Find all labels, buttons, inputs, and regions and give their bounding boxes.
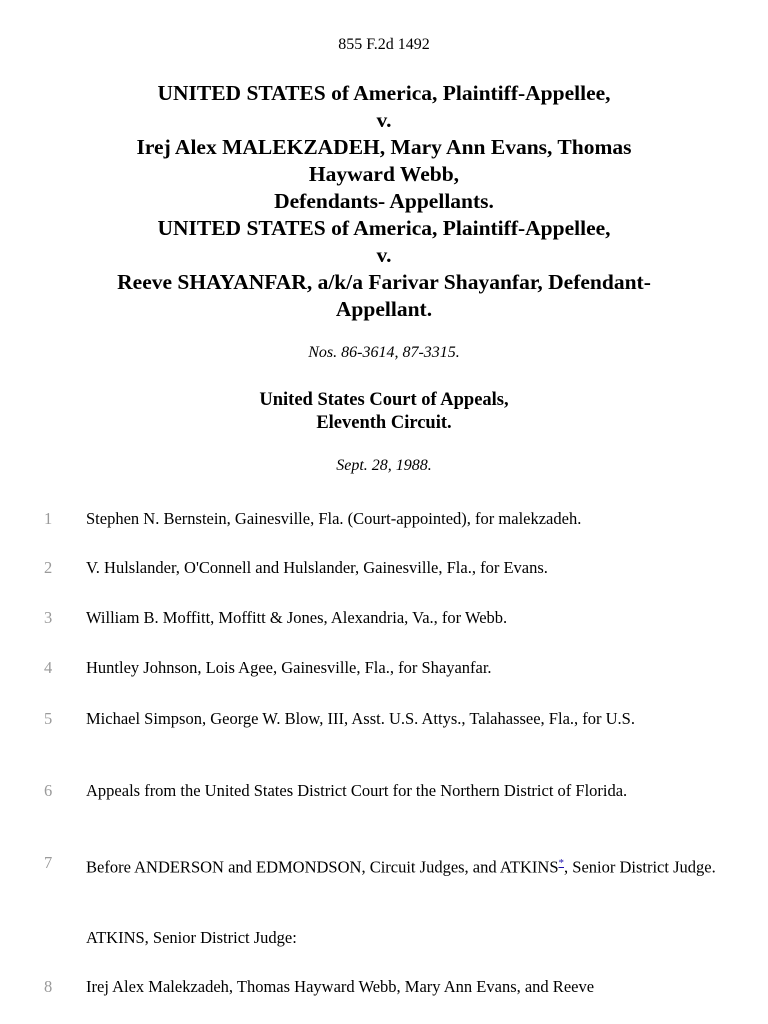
caption-line: Appellant. bbox=[335, 297, 433, 321]
paragraph-text: Huntley Johnson, Lois Agee, Gainesville, Fla., for Shayanfar. bbox=[86, 658, 492, 677]
paragraph bbox=[0, 976, 768, 1024]
paragraph-number: 2 bbox=[44, 558, 53, 577]
paragraph-text: Appeals from the United States District Court for the Northern District of Florida. bbox=[86, 781, 628, 800]
paragraph-number: 7 bbox=[44, 853, 53, 872]
paragraph-text: William B. Moffitt, Moffitt & Jones, Alexandria, Va., for Webb. bbox=[86, 608, 508, 627]
footnote-link[interactable]: * bbox=[558, 857, 565, 869]
paragraph-text: Michael Simpson, George W. Blow, III, Asst. U.S. Attys., Talahassee, Fla., for U.S. bbox=[86, 709, 635, 728]
docket-numbers: Nos. 86-3614, 87-3315. bbox=[308, 344, 460, 361]
paragraph-number: 1 bbox=[44, 509, 53, 528]
paragraph-text bbox=[86, 852, 726, 879]
paragraph-text: Stephen N. Bernstein, Gainesville, Fla. (Court-appointed), for malekzadeh. bbox=[86, 509, 582, 528]
citation: 855 F.2d 1492 bbox=[338, 36, 430, 53]
paragraph-number: 3 bbox=[44, 608, 53, 627]
caption-line: UNITED STATES of America, Plaintiff-Appellee, bbox=[157, 81, 611, 105]
caption-line: Irej Alex MALEKZADEH, Mary Ann Evans, Thomas bbox=[136, 135, 632, 159]
paragraph-number: 5 bbox=[44, 709, 53, 728]
decision-date: Sept. 28, 1988. bbox=[336, 457, 432, 474]
caption-line: Hayward Webb, bbox=[308, 162, 460, 186]
paragraph-number: 4 bbox=[44, 658, 53, 677]
opinion-author: ATKINS, Senior District Judge: bbox=[86, 928, 297, 947]
court-name bbox=[0, 389, 768, 435]
paragraph-number: 6 bbox=[44, 781, 53, 800]
paragraph-text-before: Before ANDERSON and EDMONDSON, Circuit Judges, and ATKINS bbox=[86, 857, 559, 877]
court-line: Eleventh Circuit. bbox=[316, 413, 452, 433]
caption-line: UNITED STATES of America, Plaintiff-Appellee, bbox=[157, 216, 611, 240]
case-caption bbox=[0, 80, 768, 323]
paragraph-text-after: , Senior District Judge. bbox=[564, 857, 716, 877]
caption-line: v. bbox=[376, 108, 392, 132]
caption-line: Reeve SHAYANFAR, a/k/a Farivar Shayanfar, Defendant- bbox=[117, 270, 651, 294]
paragraph-text: V. Hulslander, O'Connell and Hulslander, Gainesville, Fla., for Evans. bbox=[86, 558, 548, 577]
paragraph-text: Irej Alex Malekzadeh, Thomas Hayward Webb, Mary Ann Evans, and Reeve bbox=[86, 977, 595, 996]
caption-line: v. bbox=[376, 243, 392, 267]
court-line: United States Court of Appeals, bbox=[259, 390, 509, 410]
paragraph-number: 8 bbox=[44, 977, 53, 996]
caption-line: Defendants- Appellants. bbox=[274, 189, 494, 213]
